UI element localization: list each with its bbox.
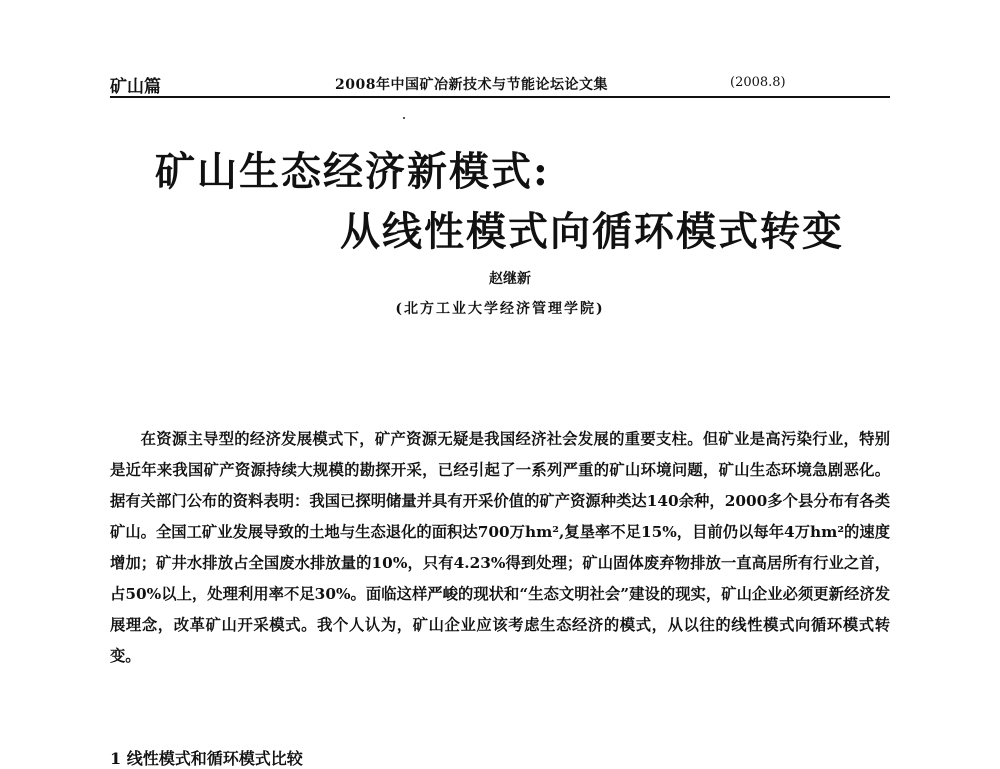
article-title-line-1: 矿山生态经济新模式: [155, 148, 550, 195]
author-affiliation: (北方工业大学经济管理学院) [395, 301, 605, 317]
journal-title: 2008年中国矿冶新技术与节能论坛论文集 [335, 77, 608, 93]
section-heading: 1 线性模式和循环模式比较 [110, 749, 303, 768]
body-paragraph: 在资源主导型的经济发展模式下，矿产资源无疑是我国经济社会发展的重要支柱。但矿业是高污染行业，特别是近年来我国矿产资源持续大规模的勘探开采，已经引起了一系列严重的矿山环境问题，矿山生态环境急剧恶化。据有关部门公布的资料表明：我国已探明储量并具有开采价值的矿产资源种类达140余种，2000多个县分布有各类矿山。全国工矿业发展导致的土地与生态退化的面积达700万hm²,复垦率不足15%，目前仍以每年4万hm²的速度增加；矿井水排放占全国废水排放量的10%，只有4.23%得到处理；矿山固体废弃物排放一直高居所有行业之首，占50%以上，处理利用率不足30%。面临这样严峻的现状和“生态文明社会”建设的现实，矿山企业必须更新经济发展理念，改革矿山开采模式。我个人认为，矿山企业应该考虑生态经济的模式，从以往的线性模式向循环模式转变。 [110, 430, 890, 665]
speck [403, 117, 405, 119]
section-label: 矿山篇 [110, 77, 161, 97]
issue-date: (2008.8) [730, 75, 786, 90]
article-title-line-2: 从线性模式向循环模式转变 [340, 208, 844, 255]
running-header [110, 70, 890, 98]
author-name: 赵继新 [489, 271, 531, 287]
